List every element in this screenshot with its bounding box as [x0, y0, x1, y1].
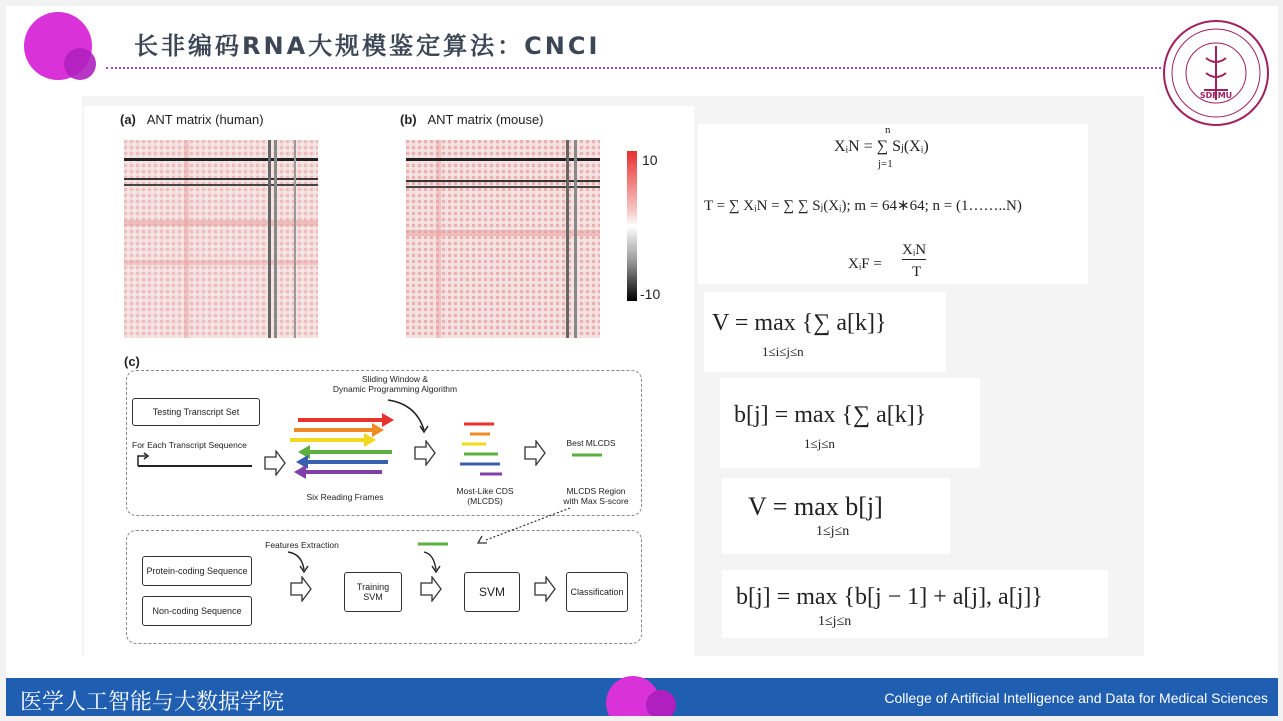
features-extraction-label: Features Extraction: [265, 540, 339, 550]
slide-title: 长非编码RNA大规模鉴定算法：CNCI: [134, 32, 601, 60]
transcript-line-icon: [134, 452, 256, 468]
eq-xin: XᵢN = ∑ Sⱼ(Xᵢ): [834, 138, 929, 155]
svm-box: SVM: [464, 572, 520, 612]
eq-xif-den: T: [912, 264, 922, 280]
eq-xin-sub: j=1: [878, 158, 893, 170]
eq-xin-sup: n: [885, 124, 891, 136]
title-divider: [106, 67, 1161, 69]
equation-block-1: [698, 124, 1088, 284]
eq-bj-max: b[j] = max {∑ a[k]}: [734, 402, 927, 428]
equation-block-2: [704, 292, 946, 372]
equation-block-5: [722, 570, 1108, 638]
six-reading-frames-icon: [288, 410, 400, 482]
svm-feature-line: [414, 540, 454, 576]
equation-block-4: [722, 478, 950, 554]
dotted-connector-arrow: [474, 506, 574, 546]
best-mlcds-line: [570, 452, 604, 458]
colorbar-min-label: -10: [640, 286, 661, 302]
footer-decor-circle-small: [646, 690, 676, 716]
eq-t: T = ∑ XᵢN = ∑ ∑ Sⱼ(Xᵢ); m = 64∗64; n = (1……..N): [704, 198, 1022, 214]
hollow-arrow-icon: [524, 440, 546, 466]
colorbar-max-label: 10: [642, 152, 658, 168]
heatmap-mouse: [406, 140, 600, 338]
eq-bj-recurrence: b[j] = max {b[j − 1] + a[j], a[j]}: [736, 584, 1043, 610]
sliding-window-label: Sliding Window & Dynamic Programming Algorithm: [332, 374, 458, 395]
heatmap-human: [124, 140, 318, 338]
six-frames-label: Six Reading Frames: [306, 492, 384, 502]
features-arrow: [286, 550, 312, 574]
eq-v-max-sub: 1≤i≤j≤n: [762, 344, 804, 359]
hollow-arrow-icon: [290, 576, 312, 602]
non-coding-box: Non-coding Sequence: [142, 596, 252, 626]
classification-box: Classification: [566, 572, 628, 612]
slide: [6, 6, 1278, 716]
most-like-cds-label: Most-Like CDS (MLCDS): [456, 486, 514, 507]
panel-a-label: (a) ANT matrix (human): [120, 112, 264, 127]
university-logo: [1161, 18, 1271, 128]
for-each-label: For Each Transcript Sequence: [132, 440, 247, 450]
eq-v-max: V = max {∑ a[k]}: [712, 310, 887, 336]
eq-bj-max-sub: 1≤j≤n: [804, 436, 835, 451]
equation-block-3: [720, 378, 980, 468]
panel-c-label: (c): [124, 354, 140, 369]
eq-v-max-bj-sub: 1≤j≤n: [816, 524, 850, 539]
eq-xif-num: XᵢN: [902, 242, 927, 258]
mlcds-lines-icon: [460, 420, 506, 480]
hollow-arrow-icon: [414, 440, 436, 466]
hollow-arrow-icon: [264, 450, 286, 476]
hollow-arrow-icon: [420, 576, 442, 602]
colorbar: [627, 151, 637, 301]
testing-transcript-set-box: Testing Transcript Set: [132, 398, 260, 426]
protein-coding-box: Protein-coding Sequence: [142, 556, 252, 586]
eq-xif-lhs: XᵢF =: [848, 256, 882, 272]
cnci-figure: [84, 106, 694, 658]
best-mlcds-label: Best MLCDS: [566, 438, 616, 448]
training-svm-box: Training SVM: [344, 572, 402, 612]
eq-v-max-bj: V = max b[j]: [748, 492, 883, 521]
eq-bj-recurrence-sub: 1≤j≤n: [818, 614, 852, 629]
footer-college-en: College of Artificial Intelligence and Data for Medical Sciences: [884, 690, 1268, 706]
hollow-arrow-icon: [534, 576, 556, 602]
logo-text: SDFMU: [1199, 91, 1233, 100]
panel-b-label: (b) ANT matrix (mouse): [400, 112, 544, 127]
footer-college-cn: 医学人工智能与大数据学院: [20, 690, 285, 715]
decor-circle-small: [64, 48, 96, 80]
mlcds-region-label: MLCDS Region with Max S-score: [563, 486, 629, 507]
